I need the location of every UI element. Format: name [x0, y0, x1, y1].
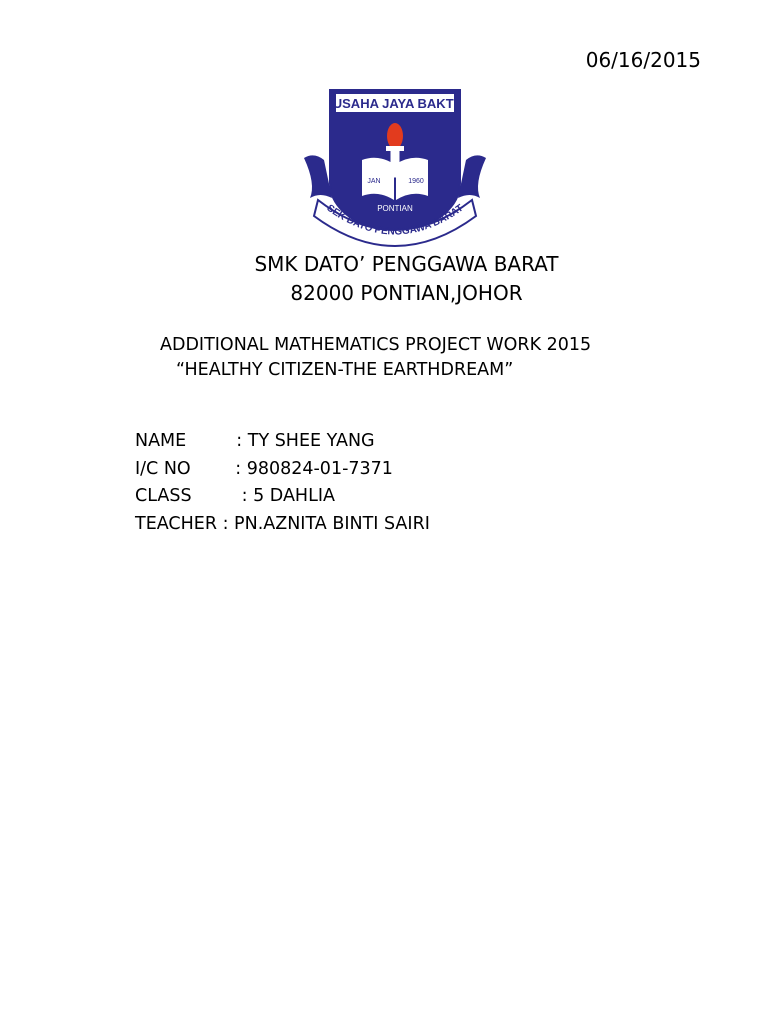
school-name: SMK DATO’ PENGGAWA BARAT — [254, 252, 559, 276]
detail-label: I/C NO — [135, 458, 191, 479]
logo-place-text: PONTIAN — [377, 204, 413, 213]
logo-book-left-text: JAN — [367, 178, 381, 185]
logo-book-right-text: 1960 — [408, 178, 424, 185]
detail-value: TY SHEE YANG — [247, 431, 375, 451]
detail-label: TEACHER — [135, 513, 218, 534]
detail-row-ic: I/C NO : 980824-01-7371 — [135, 458, 393, 479]
detail-label: CLASS — [135, 486, 192, 506]
logo-ribbon-text: SEK DATO PENGGAWA BARAT — [324, 202, 466, 238]
document-date: 06/16/2015 — [585, 48, 701, 72]
detail-label: NAME — [135, 431, 187, 451]
logo-banner-text: USAHA JAYA BAKTI — [332, 96, 458, 111]
project-heading — [160, 333, 591, 383]
detail-value: 980824-01-7371 — [246, 458, 393, 479]
student-details — [135, 428, 430, 538]
detail-row-class: CLASS : 5 DAHLIA — [135, 486, 335, 506]
project-theme: “HEALTHY CITIZEN-THE EARTHDREAM” — [176, 360, 514, 380]
school-heading — [0, 250, 768, 308]
school-crest-logo — [300, 88, 490, 248]
detail-row-name: NAME : TY SHEE YANG — [135, 431, 375, 451]
detail-value: PN.AZNITA BINTI SAIRI — [234, 513, 430, 534]
detail-row-teacher: TEACHER : PN.AZNITA BINTI SAIRI — [135, 513, 430, 534]
school-address: 82000 PONTIAN,JOHOR — [290, 281, 523, 305]
project-title: ADDITIONAL MATHEMATICS PROJECT WORK 2015 — [160, 335, 592, 355]
detail-value: 5 DAHLIA — [253, 486, 335, 506]
